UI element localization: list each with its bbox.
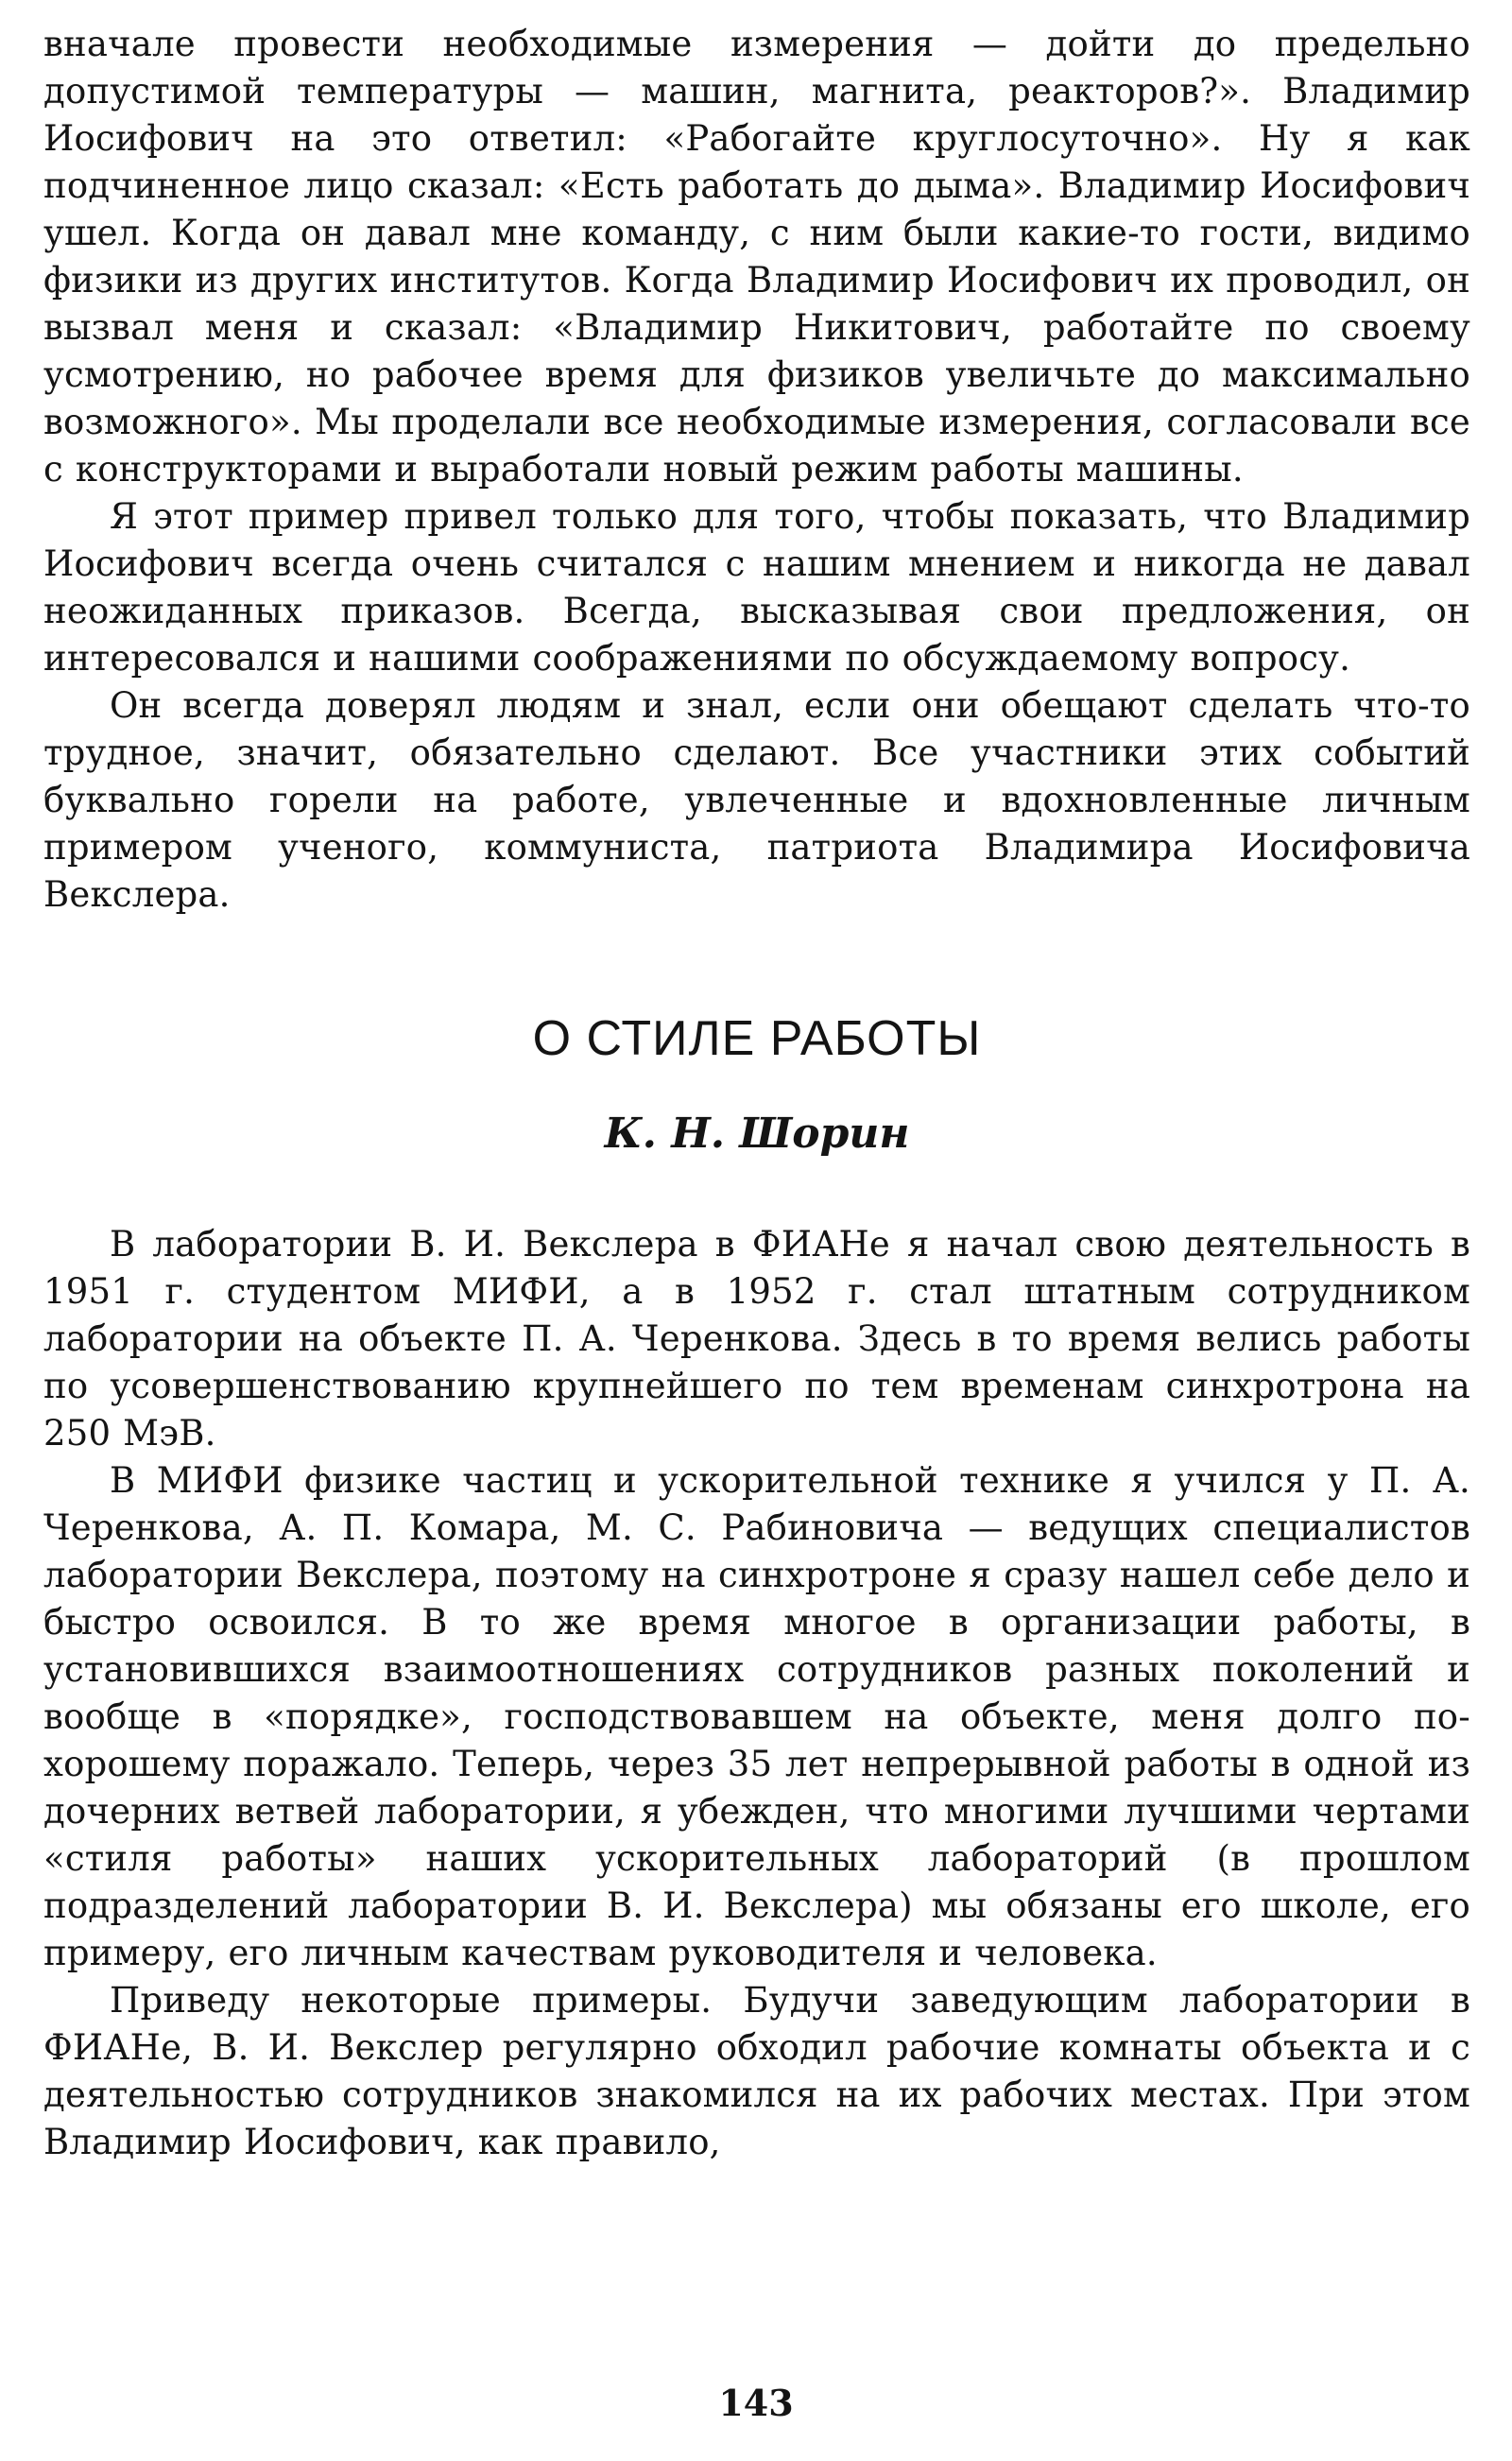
author-spacer xyxy=(43,1162,1470,1221)
paragraph-examples: Приведу некоторые примеры. Будучи заведующим лаборатории в ФИАНе, В. И. Векслер регулярно обходил рабочие комнаты объекта и с деятельностью сотрудников знакомился на их рабочих местах. При этом Владимир Иосифович, как правило, xyxy=(43,1980,1470,2162)
author-name: К. Н. Шорин xyxy=(604,1110,910,1158)
book-page xyxy=(43,21,1470,2166)
paragraph-mifi: В МИФИ физике частиц и ускорительной технике я учился у П. А. Черенкова, А. П. Комара, М. С. Рабиновича — ведущих специалистов лаборатории Векслера, поэтому на синхротроне я сразу нашел себе дело и быстро освоился. В то же время многое в организации работы, в установившихся взаимоотношениях сотрудников разных поколений и вообще в «порядке», господствовавшем на объекте, меня долго по-хорошему поражало. Теперь, через 35 лет непрерывной работы в одной из дочерних ветвей лаборатории, я убежден, что многими лучшими чертами «стиля работы» наших ускорительных лабораторий (в прошлом подразделений лаборатории В. И. Векслера) мы обязаны его школе, его примеру, его личным качествам руководителя и человека. xyxy=(43,1460,1470,1973)
section-title: О СТИЛЕ РАБОТЫ xyxy=(532,1011,982,1066)
paragraph-example: Я этот пример привел только для того, чтобы показать, что Владимир Иосифович всегда очень считался с нашим мнением и никогда не давал неожиданных приказов. Всегда, высказывая свои предложения, он интересовался и нашими соображениями по обсуждаемому вопросу. xyxy=(43,496,1470,679)
section-spacer xyxy=(43,919,1470,1006)
paragraph-trust: Он всегда доверял людям и знал, если они обещают сделать что-то трудное, значит, обязательно сделают. Все участники этих событий буквально горели на работе, увлеченные и вдохновленные личным примером ученого, коммуниста, патриота Владимира Иосифовича Векслера. xyxy=(43,685,1470,915)
paragraph-intro: В лаборатории В. И. Векслера в ФИАНе я начал свою деятельность в 1951 г. студентом МИФИ, а в 1952 г. стал штатным сотрудником лаборатории на объекте П. А. Черенкова. Здесь в то время велись работы по усовершенствованию крупнейшего по тем временам синхротрона на 250 МэВ. xyxy=(43,1224,1470,1454)
paragraph-continuation: вначале провести необходимые измерения — дойти до предельно допустимой температуры — машин, магнита, реакторов?». Владимир Иосифович на это ответил: «Рабогайте круглосуточно». Ну я как подчиненное лицо сказал: «Есть работать до дыма». Владимир Иосифович ушел. Когда он давал мне команду, с ним были какие-то гости, видимо физики из других институтов. Когда Владимир Иосифович их проводил, он вызвал меня и сказал: «Владимир Никитович, работайте по своему усмотрению, но рабочее время для физиков увеличьте до максимально возможного». Мы проделали все необходимые измерения, согласовали все с конструкторами и выработали новый режим работы машины. xyxy=(43,24,1470,490)
page-number: 143 xyxy=(718,2382,794,2424)
